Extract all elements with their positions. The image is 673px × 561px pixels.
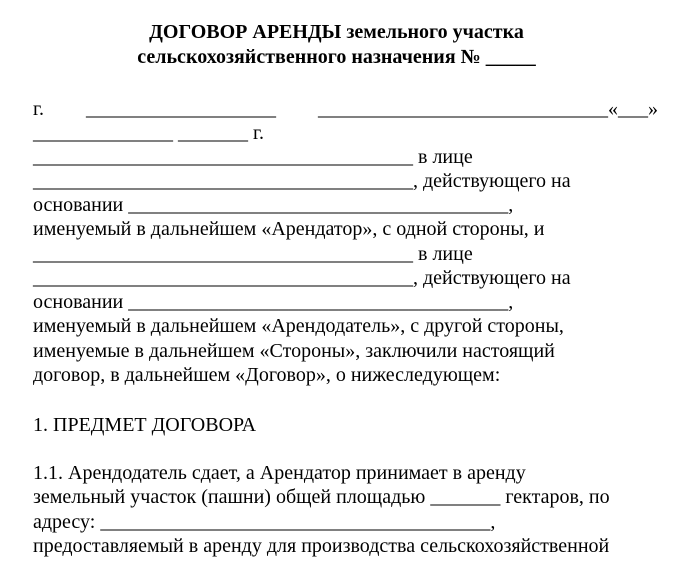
intro-line: именуемые в дальнейшем «Стороны», заключили настоящий	[33, 340, 555, 362]
section-heading: 1. ПРЕДМЕТ ДОГОВОРА	[33, 414, 257, 436]
section-paragraph-line: земельный участок (пашни) общей площадью _______ гектаров, по	[33, 486, 610, 508]
intro-line: именуемый в дальнейшем «Арендатор», с одной стороны, и	[33, 218, 545, 240]
intro-line: г. ___________________ _____________________________«___»	[33, 98, 658, 120]
intro-line: договор, в дальнейшем «Договор», о нижеследующем:	[33, 364, 501, 386]
intro-line: ______________________________________ в лице	[33, 146, 473, 168]
section-paragraph-line: 1.1. Арендодатель сдает, а Арендатор принимает в аренду	[33, 462, 526, 484]
section-paragraph-line: адресу: _______________________________________,	[33, 511, 496, 533]
intro-line: ______________________________________, действующего на	[33, 170, 571, 192]
intro-line: основании ______________________________________,	[33, 194, 514, 216]
intro-line: ______________ _______ г.	[33, 122, 264, 144]
intro-line: ______________________________________ в лице	[33, 243, 473, 265]
intro-line: ______________________________________, действующего на	[33, 267, 571, 289]
document-title-line-1: ДОГОВОР АРЕНДЫ земельного участка	[149, 21, 524, 43]
intro-line: основании ______________________________________,	[33, 291, 514, 313]
document-title-line-2: сельскохозяйственного назначения № _____	[137, 46, 536, 68]
intro-line: именуемый в дальнейшем «Арендодатель», с другой стороны,	[33, 315, 564, 337]
section-paragraph-line: предоставляемый в аренду для производства сельскохозяйственной	[33, 535, 610, 557]
